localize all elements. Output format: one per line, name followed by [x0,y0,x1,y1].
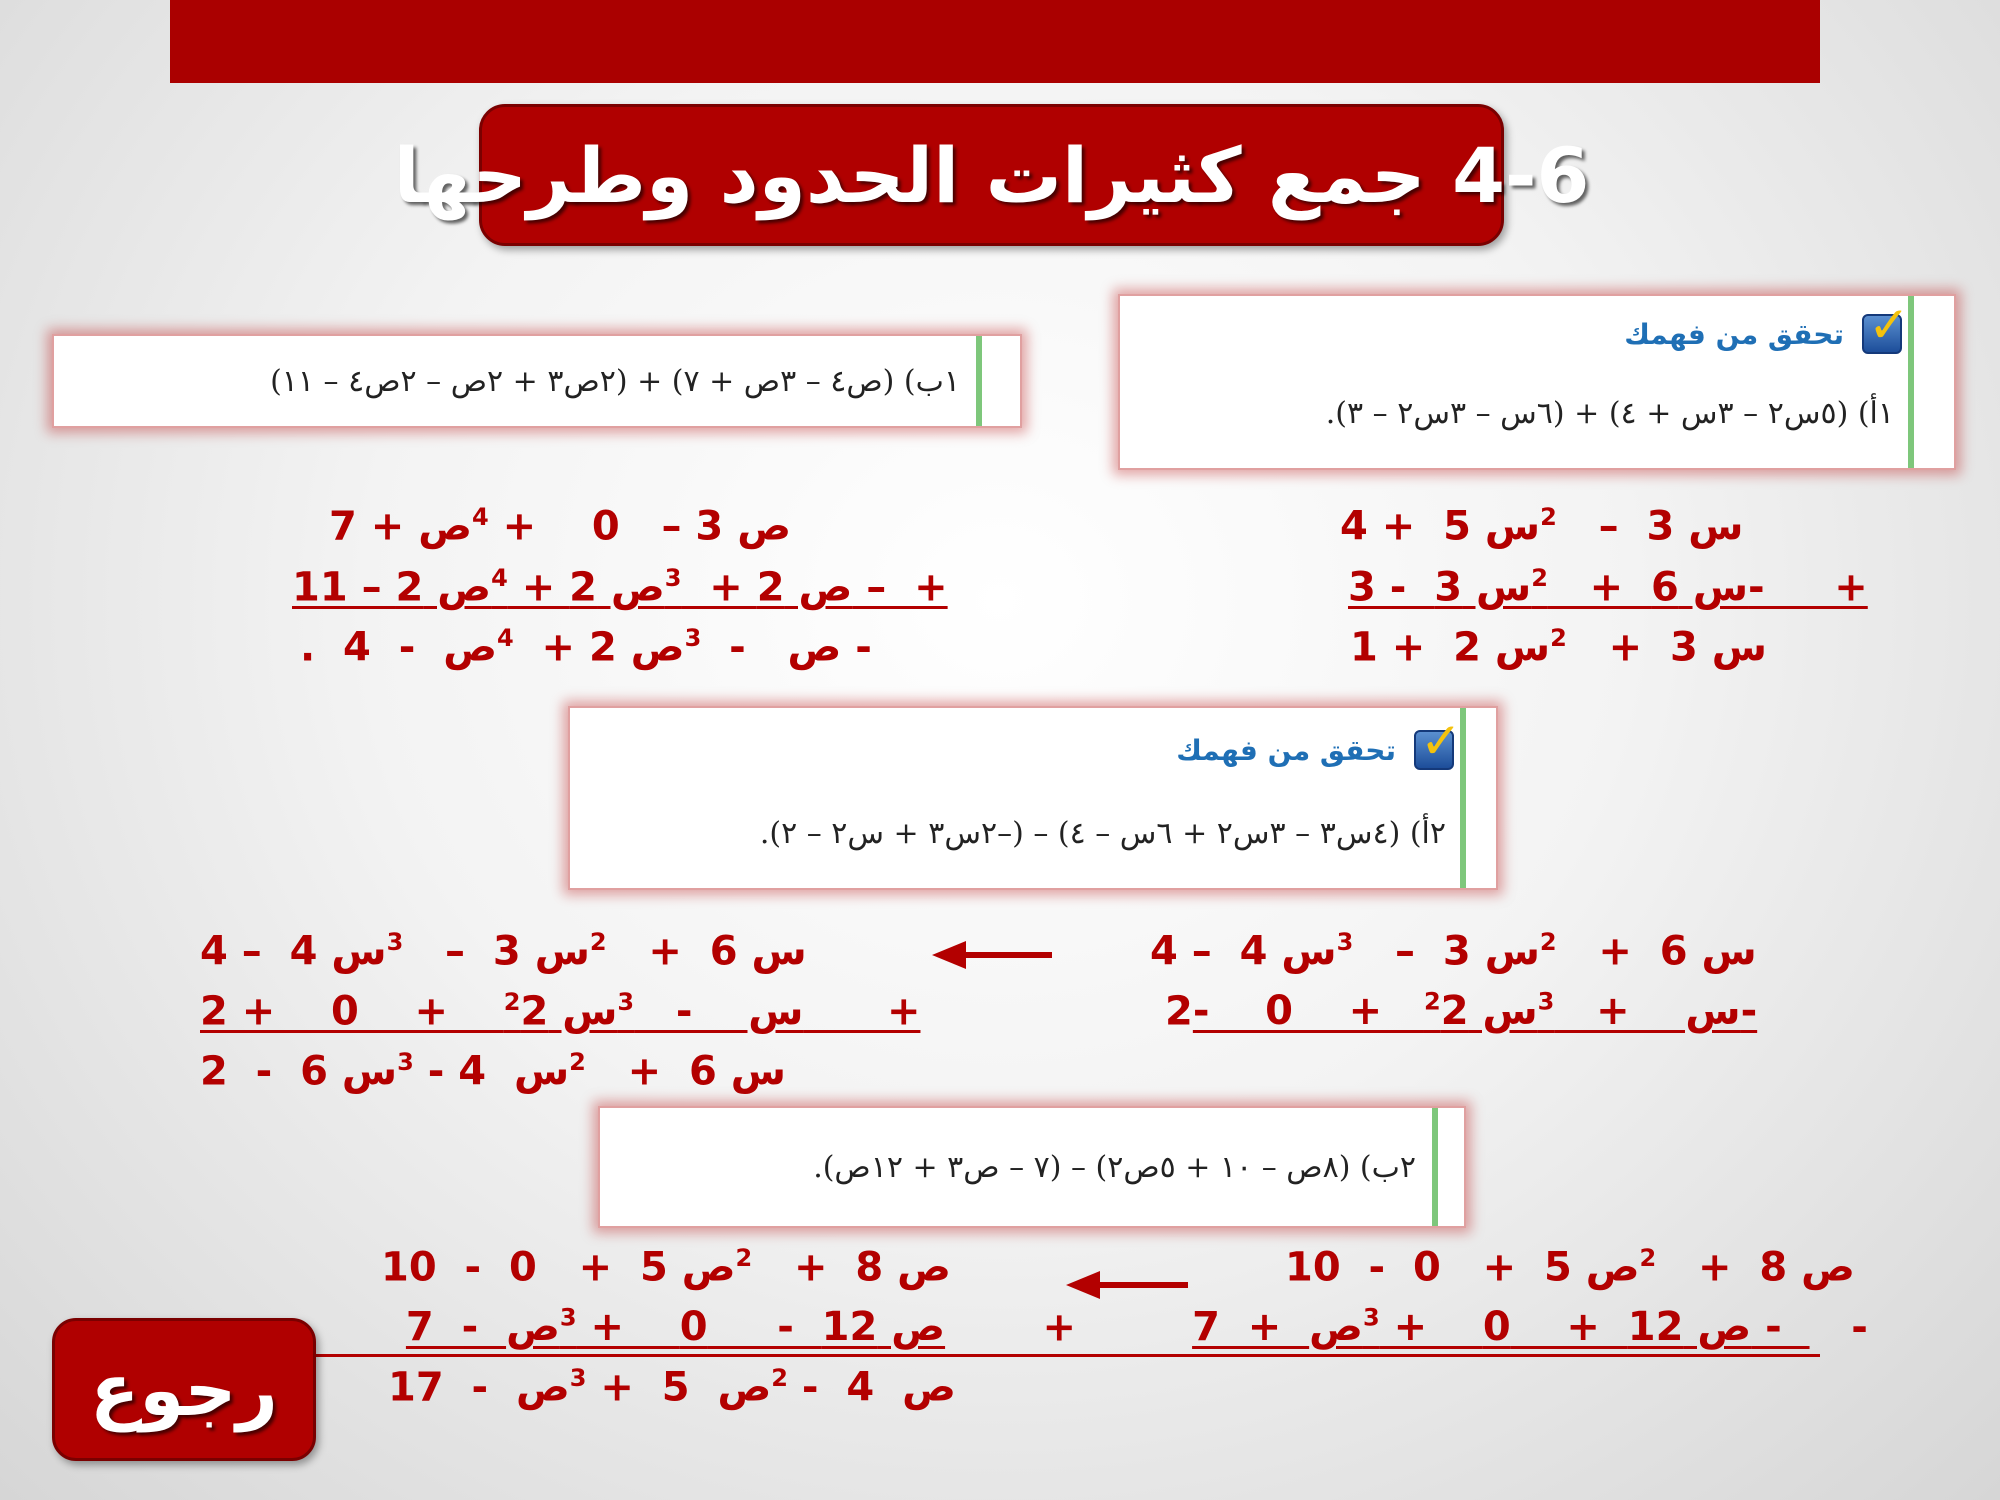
solution-2a-left-line-3: 2 - س 6 + $^2$س 4 - $^3$س 6 [200,1048,786,1095]
check-understanding-card-1a [1118,294,1956,470]
solution-2a-right-line-1: 4 – س 6 + $^2$س 3 – $^3$س 4 [1150,928,1757,975]
solution-2b-right-line-2: 7 + ص 12 + 0 + $^3$ص - - [1192,1304,1868,1351]
solution-2a-right-line-2: 2- 0 + $^2$ س + $^3$س 2- [1165,988,1758,1035]
title-banner [393,104,1590,246]
solution-1b-line-3: . 4 - ص - $^3$ص 2 + $^4$ص - [300,624,872,671]
solution-2a-left-line-2: 2 + 0 + $^2$ س - $^3$س 2 + [200,988,921,1035]
problem-1b: ١ب) (ص٤ – ٣ص + ٧) + (٢ص٣ + ٢ص – ٢ص٤ – ١١) [270,364,960,399]
problem-2b: ٢ب) (٨ص – ١٠ + ٥ص٢) – (٧ – ص٣ + ١٢ص). [813,1150,1416,1185]
check-understanding-card-2a [568,706,1498,890]
solution-1a-line-2: 3 - س 6 + $^2$س 3- + [1348,564,1868,611]
checkmark-icon: ✓ [1414,730,1454,770]
checkmark-icon: ✓ [1862,314,1902,354]
sum-rule [316,1354,1820,1357]
solution-2a-left-line-1: 4 – س 6 + $^2$س 3 – $^3$س 4 [200,928,807,975]
problem-2a: ٢أ) (٤س٣ – ٣س٢ + ٦س – ٤) – (–٢س٣ + س٢ – ٢). [759,816,1446,851]
left-arrow-icon [962,952,1052,958]
solution-2b-right-line-1: 10 - ص 8 + $^2$ص 5 + 0 [1285,1244,1855,1291]
back-button[interactable]: رجوع [52,1318,316,1461]
solution-2b-left-line-3: 17 - ص 4 - $^2$ص 5 + $^3$ص [388,1364,956,1411]
solution-2b-left-line-2: 7 - ص 12 - 0 + $^3$ص + [405,1304,1077,1351]
left-arrow-icon [1096,1282,1188,1288]
card-heading: تحقق من فهمك [1176,734,1396,767]
solution-1a-line-3: 1 + س 3 + $^2$س 2 [1350,624,1767,671]
card-heading: تحقق من فهمك [1624,318,1844,351]
green-margin-bar [1432,1108,1438,1226]
problem-card-1b [52,334,1022,428]
green-margin-bar [976,336,982,426]
problem-1a: ١أ) (٥س٢ – ٣س + ٤) + (٦س – ٣س٢ – ٣). [1325,396,1894,431]
problem-card-2b [598,1106,1466,1228]
solution-2b-left-line-1: 10 - ص 8 + $^2$ص 5 + 0 [381,1244,951,1291]
solution-1a-line-1: 4 + س 3 – $^2$س 5 [1340,503,1744,550]
solution-1b-line-1: 7 + ص 3 – 0 + $^4$ص [329,503,791,550]
solution-1b-line-2: 11 – ص 2 + $^3$ص 2 + $^4$ص 2 – + [292,564,948,611]
page-title: 4-6 جمع كثيرات الحدود وطرحها [393,130,1590,220]
top-banner [170,0,1820,83]
